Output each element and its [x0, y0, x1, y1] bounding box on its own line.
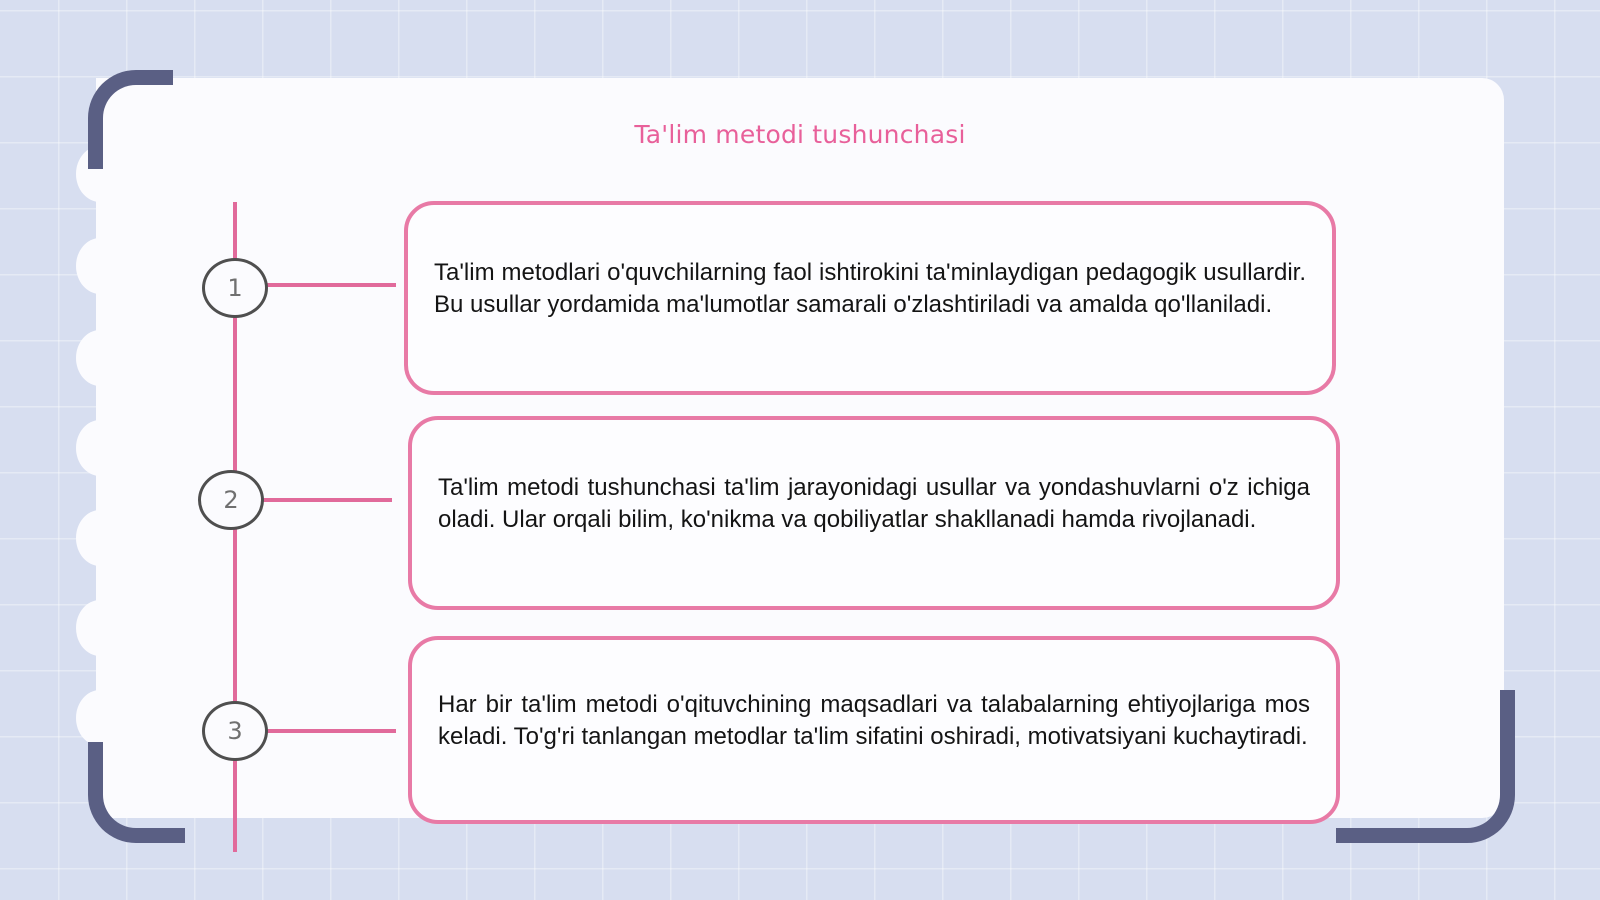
corner-bracket-bottom-left	[88, 742, 185, 843]
timeline-connector	[266, 729, 396, 733]
card-scallop	[76, 600, 124, 656]
step-number-1: 1	[202, 258, 268, 318]
card-scallop	[76, 238, 124, 294]
step-box-1	[404, 201, 1336, 395]
step-text-3: Har bir ta'lim metodi o'qituvchining maqsadlari va talabalarning ehtiyojlariga mos keladi. To'g'ri tanlangan metodlar ta'lim sifatini oshiradi, motivatsiyani kuchaytiradi.	[438, 691, 1310, 750]
card-scallop	[76, 690, 124, 746]
step-box-2	[408, 416, 1340, 610]
step-number-3: 3	[202, 701, 268, 761]
card-scallop	[76, 420, 124, 476]
corner-bracket-bottom-right	[1336, 690, 1515, 843]
corner-bracket-top-left	[88, 70, 173, 169]
slide-title: Ta'lim metodi tushunchasi	[634, 120, 966, 149]
step-text-2: Ta'lim metodi tushunchasi ta'lim jarayonidagi usullar va yondashuvlarni o'z ichiga oladi. Ular orqali bilim, ko'nikma va qobiliyatlar shakllanadi hamda rivojlanadi.	[438, 474, 1310, 533]
step-number-2: 2	[198, 470, 264, 530]
timeline-connector	[266, 283, 396, 287]
card-scallop	[76, 330, 124, 386]
card-scallop	[76, 510, 124, 566]
step-box-3	[408, 636, 1340, 824]
timeline-connector	[262, 498, 392, 502]
step-text-1: Ta'lim metodlari o'quvchilarning faol ishtirokini ta'minlaydigan pedagogik usullardir. Bu usullar yordamida ma'lumotlar samarali o'zlashtiriladi va amalda qo'llaniladi.	[434, 259, 1306, 318]
